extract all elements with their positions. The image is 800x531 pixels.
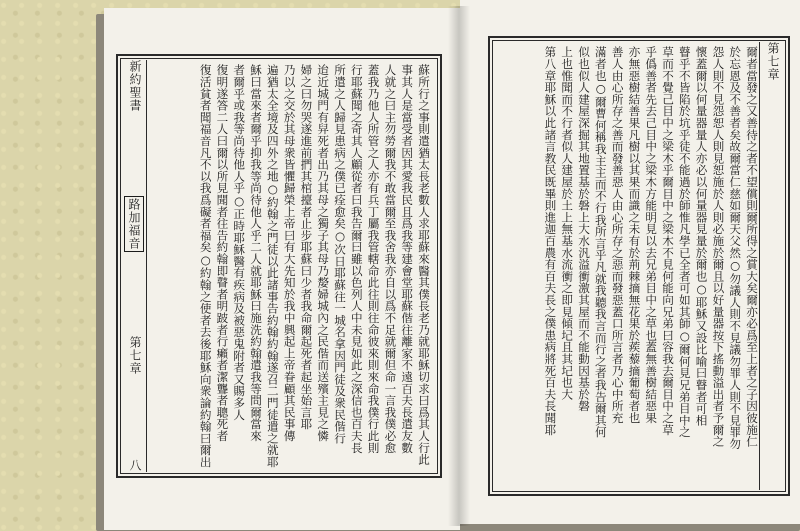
right-text-frame bbox=[488, 36, 790, 496]
text-column: 草而不覺己目中之梁木乎爾目中之梁木不見何能向兄弟曰容我去爾目中之草 bbox=[661, 46, 676, 436]
text-column: 迨近城門有舁死者出乃其母之獨子其母乃嫠婦城內之民偕而送殯主見之憐 bbox=[316, 64, 331, 442]
left-text-columns bbox=[146, 64, 432, 468]
book-title: 新約聖書 bbox=[128, 60, 142, 112]
text-column: 善人由心所存之善而發善惡人由心所存之惡而發惡蓋口所言者乃心中所充 bbox=[610, 46, 625, 424]
text-column: 穌曰當來者爾乎抑我等尚待他人乎二人就耶穌曰施洗約翰遣我等問爾當來 bbox=[249, 64, 264, 442]
text-column: 復活貧者聞福音凡不以我爲礙者福矣○約翰之使者去後耶穌向衆論約翰曰爾出 bbox=[198, 64, 213, 468]
book-gutter bbox=[448, 6, 470, 526]
text-column: 亦無惡樹結善果凡樹以其果而識之未有於荊棘摘無花果於蒺藜摘葡萄者也 bbox=[627, 46, 642, 424]
chapter-label: 第七章 bbox=[128, 336, 142, 375]
left-text-frame bbox=[116, 54, 442, 478]
text-column: 事其人是當受者因其愛我民且爲我等建會堂耶蘇偕往離家不遠百夫長遣友數 bbox=[400, 64, 415, 454]
left-page bbox=[104, 8, 460, 530]
text-column: 遍猶太全境及四外之地○約翰之門徒以此諸事告約翰約翰遂召二門徒遣之就耶 bbox=[265, 64, 280, 468]
text-column: 復明遂答二人曰爾以所見聞者往告約翰即瞽者明跛者行癩者潔聾者聰死者 bbox=[215, 64, 230, 442]
right-page-margin bbox=[759, 42, 784, 490]
right-page bbox=[460, 0, 800, 524]
page-number: 八 bbox=[128, 459, 142, 472]
chapter-label: 第七章 bbox=[766, 42, 780, 81]
text-column: 懷蓋爾以何量器量人亦必以何量器見量於爾也○耶穌又設比喻曰瞽者可相 bbox=[694, 46, 709, 426]
right-text-columns bbox=[498, 46, 760, 486]
text-column: 婦之曰勿哭遂進前捫其棺擡者止步耶蘇曰少者我命爾起死者起坐始言耶 bbox=[299, 64, 314, 430]
text-column: 似也似人建屋深掘其地置基於磐上大水汎溢衝激其屋而不能動因基於磐 bbox=[577, 46, 592, 412]
gospel-name: 路加福音 bbox=[124, 196, 144, 252]
text-column: 乃以之交於其母衆皆懼歸榮上帝曰有大先知於我中興起上帝眷顧其民事傳 bbox=[282, 64, 297, 442]
text-column: 蘇所行之事則遣猶太長老數人求耶蘇來醫其僕長老乃就耶穌切求曰爲其人行此 bbox=[417, 64, 431, 466]
text-column: 上也惟聞而不行者似人建屋於土上無基水流衝之即見傾圮且其圮也大 bbox=[560, 46, 575, 400]
text-column: 怨人則不見怨恕人則見恕施於人則必施於爾且以好量器按下搖動溢出者予爾之 bbox=[711, 46, 726, 448]
text-column: 爾者當發之又善待之者不望償則爾所得之賞大矣爾亦必爲至上者之子因彼施仁 bbox=[745, 46, 759, 448]
text-column: 人就之曰主勿勞爾我不敢當爾至我舍我亦自以爲不足就爾但命一言我僕必愈 bbox=[383, 64, 398, 454]
left-page-margin bbox=[122, 60, 147, 472]
text-column: 滿者也○爾曹何稱我主主而不行我所言乎凡就我聽我言而行之者我告爾其何 bbox=[593, 46, 608, 438]
text-column: 於忘恩及不善者矣故爾當仁慈如爾天父然○勿議人則不見議勿罪人則不見罪勿 bbox=[728, 46, 743, 450]
text-column: 第八章耶穌以此諸言教民既畢則進迦百農有百夫長之僕患病將死百夫長聞耶 bbox=[543, 46, 558, 436]
text-column: 所遣之人歸見患病之僕已痊愈矣○次日耶蘇往一城名拿因門徒及衆民偕行 bbox=[333, 64, 348, 444]
text-column: 瞽乎不皆陷於坑乎徒不能過於師惟凡學已全者可如其師○爾何見兄弟目中之 bbox=[677, 46, 692, 438]
text-column: 蓋我乃他人所管之人亦有兵丁屬我管轄命此往則往命彼來則來命我僕行此則 bbox=[366, 64, 381, 454]
text-column: 行耶蘇聞之奇其人顧從者曰我告爾曰雖以色列人中未見如此之深信也百夫長 bbox=[349, 64, 364, 454]
text-column: 乎僞善者先去己目中之梁木方能明見以去兄弟目中之草也蓋無善樹結惡果 bbox=[644, 46, 659, 424]
text-column: 者爾乎或我等尚待他人乎○正時耶穌醫有疾病及被惡鬼附者又賜多人 bbox=[232, 64, 247, 421]
